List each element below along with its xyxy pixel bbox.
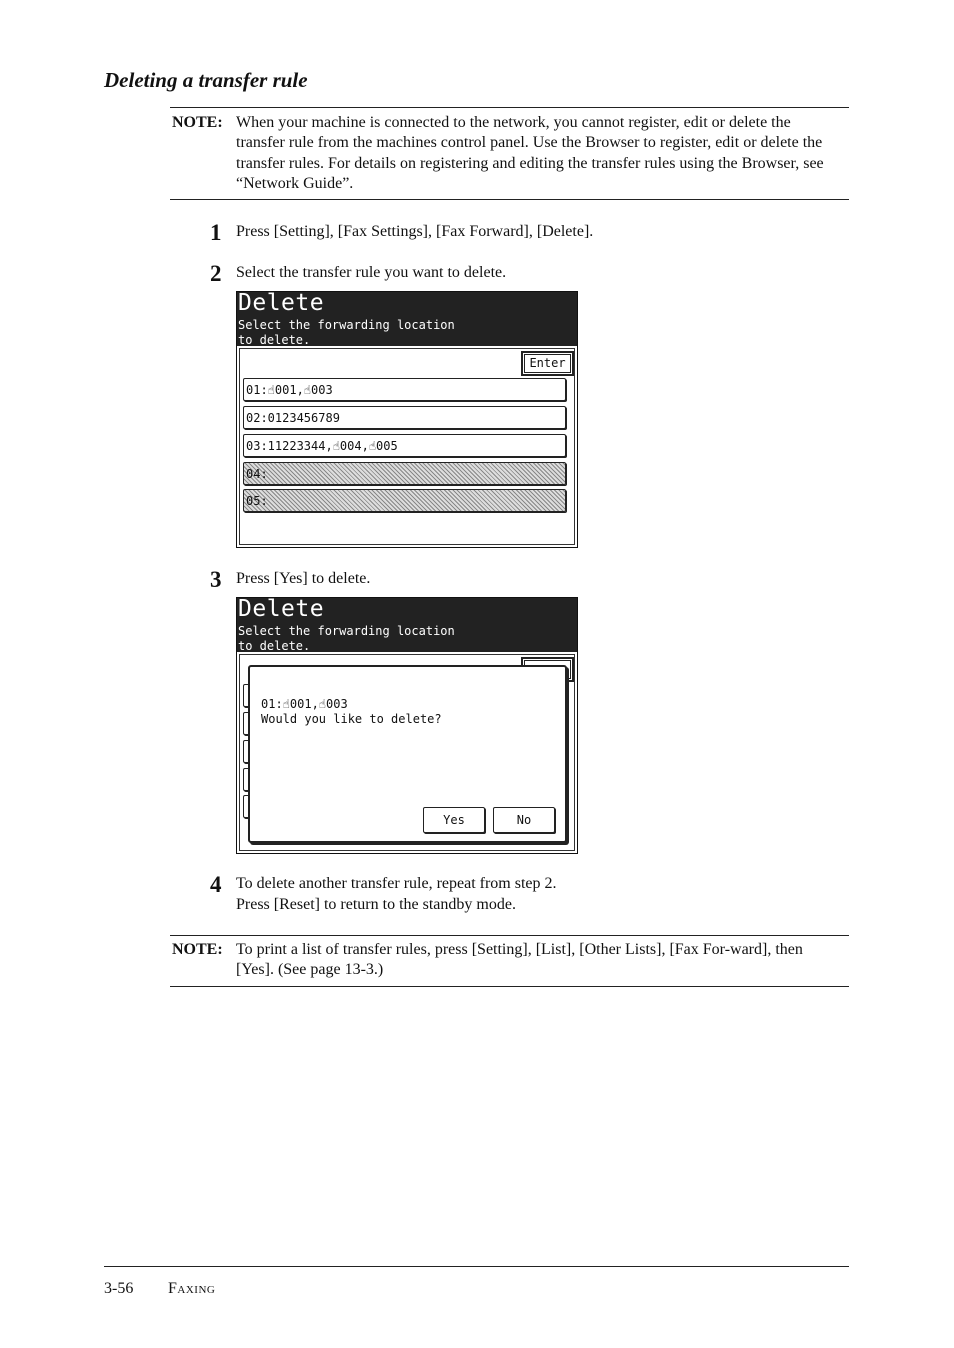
lcd-subtitle: Select the forwarding location to delete. [238,318,455,347]
yes-button[interactable]: Yes [423,807,485,833]
list-item[interactable]: 02:0123456789 [243,406,566,429]
footer-rule [104,1266,849,1267]
step-text-line: Press [Reset] to return to the standby mode. [236,896,516,913]
step-text: Press [Yes] to delete. [236,570,371,587]
divider [170,107,849,108]
note-bottom [172,940,842,981]
list-item[interactable]: 05: [243,489,566,512]
note-text: To print a list of transfer rules, press [Setting], [List], [Other Lists], [Fax For-ward], then [Yes]. (See page 13-3.) [236,941,803,979]
lcd-screen-confirm [236,597,578,854]
step-text [236,873,557,915]
section-name: Faxing [168,1280,216,1297]
step-number: 1 [210,220,222,245]
list-item[interactable]: 01:☝001,☝003 [243,378,566,401]
divider [170,986,849,987]
enter-button[interactable]: Enter [521,351,574,376]
confirm-dialog [248,665,567,843]
page-heading: Deleting a transfer rule [104,68,308,92]
step-text: Press [Setting], [Fax Settings], [Fax Forward], [Delete]. [236,223,594,240]
page-number: 3-56 [104,1280,134,1297]
lcd-header [237,292,577,346]
step-number: 4 [210,872,222,897]
lcd-title: Delete [238,597,325,622]
step-text: Select the transfer rule you want to delete. [236,264,507,281]
lcd-subtitle: Select the forwarding location to delete. [238,624,455,653]
note-label: NOTE: [172,114,223,131]
list-item[interactable]: 03:11223344,☝004,☝005 [243,434,566,457]
note-top [172,113,842,194]
step-number: 2 [210,261,222,286]
divider [170,935,849,936]
list-item[interactable]: 04: [243,462,566,485]
step-text-line: To delete another transfer rule, repeat from step 2. [236,875,557,892]
lcd-title: Delete [238,291,325,316]
note-text: When your machine is connected to the network, you cannot register, edit or delete the transfer rule from the machines control panel. Use the Browser to register, edit or delete the transfer rules. For details on registering and editing the transfer rules using the Browser, see “Network Guide”. [236,114,824,192]
dialog-message: 01:☝001,☝003 Would you like to delete? [261,697,442,726]
lcd-screen-select [236,291,578,548]
no-button[interactable]: No [493,807,555,833]
step-number: 3 [210,567,222,592]
divider [170,199,849,200]
lcd-header [237,598,577,652]
note-label: NOTE: [172,941,223,958]
